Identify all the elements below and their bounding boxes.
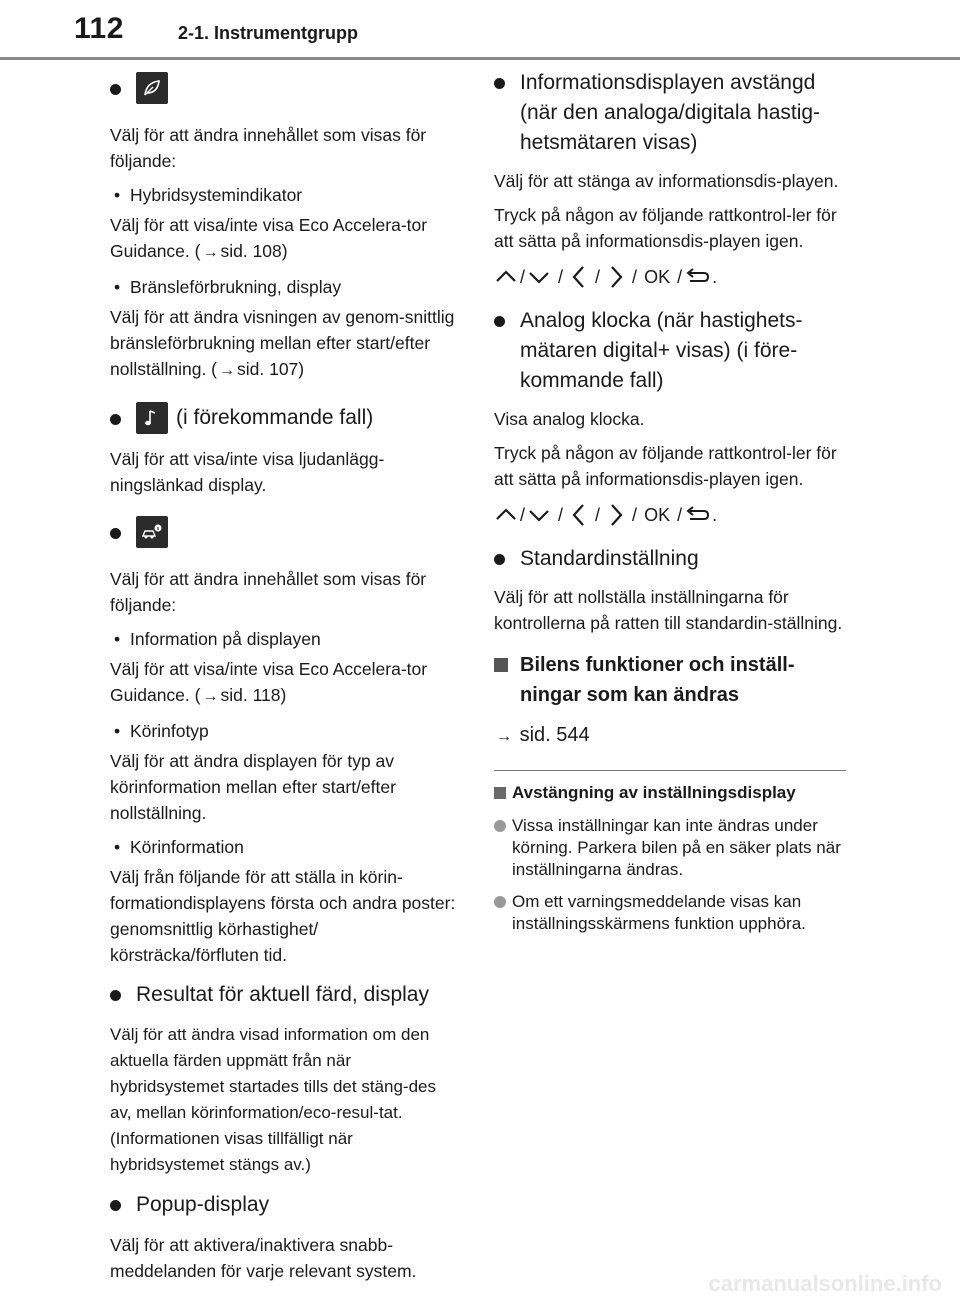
ok-button-label: OK	[644, 266, 671, 287]
chevron-left-icon	[570, 264, 588, 290]
paragraph: Välj för att ändra innehållet som visas för följande:	[110, 125, 427, 171]
paragraph: Välj för att nollställa inställningarna för kontrollerna på ratten till standardin-ställning.	[494, 587, 843, 633]
left-column	[110, 72, 460, 1292]
music-note-icon	[136, 402, 168, 434]
bullet-heading: Analog klocka (när hastighets-mätaren digital+ visas) (i före-kommande fall)	[494, 306, 846, 396]
chevron-down-icon	[527, 267, 551, 287]
chevron-right-icon	[607, 502, 625, 528]
chevron-down-icon	[527, 505, 551, 525]
chevron-up-icon	[494, 505, 518, 525]
page-number: 112	[74, 12, 124, 45]
section-heading: Bilens funktioner och inställ-ningar som kan ändras	[494, 650, 846, 710]
list-item: • Bränsleförbrukning, display	[110, 274, 460, 300]
arrow-right-icon: →	[496, 728, 512, 745]
right-column	[494, 68, 846, 945]
list-item: • Information på displayen	[110, 626, 460, 652]
arrow-right-icon: →	[202, 244, 219, 261]
list-item: • Hybridsystemindikator	[110, 182, 460, 208]
chevron-left-icon	[570, 502, 588, 528]
bullet-heading: Informationsdisplayen avstängd (när den analoga/digitala hastig-hetsmätaren visas)	[494, 68, 846, 158]
ok-button-label: OK	[644, 504, 671, 525]
page-header	[0, 0, 960, 60]
header-rule	[0, 57, 960, 60]
paragraph: Välj för att stänga av informationsdis-playen.	[494, 171, 839, 191]
paragraph: Välj för att ändra displayen för typ av körinformation mellan efter start/efter nollställning.	[110, 751, 396, 823]
page-ref-link[interactable]: sid. 108)	[220, 241, 288, 261]
list-item: • Körinformation	[110, 834, 460, 860]
steering-controls: / / / / OK / .	[494, 262, 846, 292]
divider	[494, 770, 846, 771]
paragraph: Välj för att ändra visad information om den aktuella färden uppmätt från när hybridsystemet startades tills det stäng-des av, mellan körinformation/eco-resul-tat. (Informationen visas tillfälligt när hybridsystemet stängs av.)	[110, 1025, 436, 1174]
bullet-heading: Resultat för aktuell färd, display	[110, 980, 460, 1010]
paragraph: Välj för att ändra visningen av genom-snittlig bränsleförbrukning mellan efter start/efter nollställning. ( → sid. 107)	[110, 304, 460, 384]
paragraph	[494, 722, 846, 750]
paragraph: Tryck på någon av följande rattkontrol-ler för att sätta på informationsdis-playen igen.	[494, 443, 837, 489]
list-item: • Körinfotyp	[110, 718, 460, 744]
steering-controls: / / / / OK / .	[494, 500, 846, 530]
bullet-heading: Standardinställning	[494, 544, 846, 574]
section-title: 2-1. Instrumentgrupp	[178, 23, 359, 43]
paragraph: Välj för att aktivera/inaktivera snabb-meddelanden för varje relevant system.	[110, 1235, 417, 1281]
car-info-bullet	[110, 516, 460, 548]
note-item: Vissa inställningar kan inte ändras under körning. Parkera bilen på en säker plats när inställningarna ändras.	[494, 815, 846, 881]
paragraph: Visa analog klocka.	[494, 409, 645, 429]
note-item: Om ett varningsmeddelande visas kan inställningsskärmens funktion upphöra.	[494, 891, 846, 935]
page-ref-link[interactable]: sid. 118)	[220, 685, 287, 705]
leaf-icon	[136, 72, 168, 104]
back-icon	[684, 505, 710, 525]
chevron-right-icon	[607, 264, 625, 290]
paragraph: Välj för att visa/inte visa Eco Accelera-tor Guidance. ( → sid. 118)	[110, 656, 460, 710]
paragraph: Välj för att ändra innehållet som visas för följande:	[110, 569, 427, 615]
page-ref-link[interactable]: sid. 107)	[237, 359, 305, 379]
car-info-icon	[136, 516, 168, 548]
back-icon	[684, 267, 710, 287]
page-ref-link[interactable]: sid. 544	[519, 724, 590, 746]
bullet-label: (i förekommande fall)	[176, 406, 374, 429]
eco-leaf-bullet	[110, 72, 460, 104]
arrow-right-icon: →	[219, 362, 235, 379]
watermark: carmanualsonline.info	[708, 1271, 942, 1296]
paragraph: Välj för att visa/inte visa ljudanlägg-ningslänkad display.	[110, 449, 385, 495]
paragraph: Tryck på någon av följande rattkontrol-ler för att sätta på informationsdis-playen igen.	[494, 205, 837, 251]
paragraph: Välj från följande för att ställa in körin-formationdisplayens första och andra poster: genomsnittlig körhastighet/ körsträcka/förfluten tid.	[110, 867, 456, 965]
bullet-heading: Popup-display	[110, 1190, 460, 1220]
audio-bullet	[110, 402, 460, 434]
paragraph: Välj för att visa/inte visa Eco Accelera-tor Guidance. ( → sid. 108)	[110, 212, 460, 266]
chevron-up-icon	[494, 267, 518, 287]
arrow-right-icon: →	[202, 688, 219, 705]
note-heading: Avstängning av inställningsdisplay	[494, 781, 846, 805]
